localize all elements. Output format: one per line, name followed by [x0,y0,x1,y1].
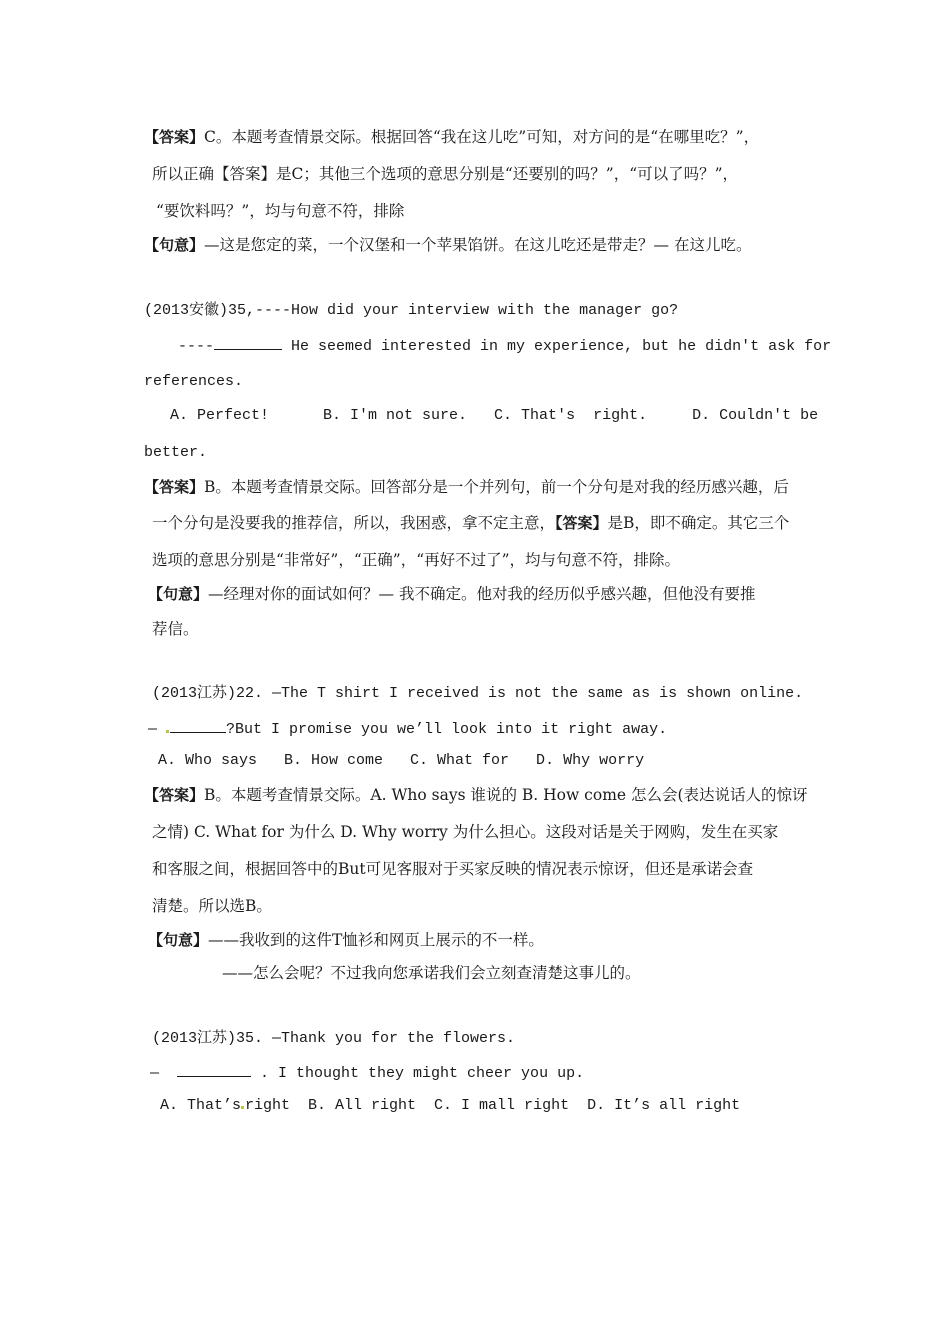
question-line: (2013安徽)35,----How did your interview with the manager go? [144,302,679,319]
options-continued: better. [144,444,208,461]
response-text: . I thought they might cheer you up. [251,1065,585,1082]
answer-line-2 [152,513,789,533]
answer-line-4: 清楚。所以选B。 [152,897,272,915]
answer-text: 一个分句是没要我的推荐信，所以，我困惑，拿不定主意， [152,514,556,532]
answer-text: B。本题考查情景交际。回答部分是一个并列句，前一个分句是对我的经历感兴趣，后 [204,478,789,496]
answer-tag: 【答案】 [144,128,205,146]
meaning-line-2: ——怎么会呢？不过我向您承诺我们会立刻查清楚这事儿的。 [222,964,641,982]
answer-line-2: 之情) C. What for 为什么 D. Why worry 为什么担心。这段对话是关于网购，发生在买家 [152,823,779,841]
meaning-text: —这是您定的菜，一个汉堡和一个苹果馅饼。在这儿吃还是带走？— 在这儿吃。 [204,236,752,254]
response-line [150,1062,584,1084]
answer-tag: 【答案】 [555,514,608,532]
response-text: He seemed interested in my experience, but he didn't ask for [282,338,832,355]
answer-blank [177,1062,251,1077]
dash: — [150,1065,178,1082]
meaning-tag: 【句意】 [144,236,205,254]
answer-text: C。本题考查情景交际。根据回答“我在这儿吃”可知，对方问的是“在哪里吃？”， [204,128,760,146]
meaning-line-1 [148,930,544,950]
dash: — [148,721,167,738]
question-line: (2013江苏)22. —The T shirt I received is not the same as is shown online. [152,685,804,702]
dash: ---- [178,338,215,355]
answer-tag: 【答案】 [144,478,205,496]
options-line: A. Perfect! B. I'm not sure. C. That's right. D. Couldn't be [170,407,819,424]
options-line [160,1096,740,1116]
response-line [148,718,667,740]
option-text: A. That’s [160,1097,242,1114]
answer-text: B。本题考查情景交际。A. Who says 谁说的 B. How come 怎么会(表达说话人的惊讶 [204,786,808,804]
answer-blank [170,718,226,733]
answer-text: 是B，即不确定。其它三个 [607,514,790,532]
meaning-line-1 [148,584,755,604]
meaning-line-1 [144,235,751,255]
response-text: ?But I promise you we’ll look into it right away. [226,721,668,738]
meaning-tag: 【句意】 [148,931,209,949]
option-text: right B. All right C. I mall right D. It’s all right [245,1097,741,1114]
meaning-text: ——我收到的这件T恤衫和网页上展示的不一样。 [208,931,544,949]
meaning-tag: 【句意】 [148,585,209,603]
answer-line-3: “要饮料吗？”，均与句意不符，排除 [156,202,405,220]
meaning-line-2: 荐信。 [152,620,199,638]
answer-line-3: 选项的意思分别是“非常好”，“正确”，“再好不过了”，均与句意不符，排除。 [152,551,681,569]
answer-line-1 [144,477,789,497]
options-line: A. Who says B. How come C. What for D. Why worry [158,752,645,769]
answer-blank [214,335,282,350]
meaning-text: —经理对你的面试如何？— 我不确定。他对我的经历似乎感兴趣，但他没有要推 [208,585,756,603]
answer-line-3: 和客服之间，根据回答中的But可见客服对于买家反映的情况表示惊讶，但还是承诺会查 [152,860,754,878]
question-line: (2013江苏)35. —Thank you for the flowers. [152,1030,516,1047]
answer-line-2: 所以正确【答案】是C；其他三个选项的意思分别是“还要别的吗？”，“可以了吗？”， [152,165,739,183]
answer-line-1 [144,127,759,147]
mark-dot [241,1106,244,1109]
response-line [178,335,831,357]
response-continued: references. [144,373,244,390]
answer-tag: 【答案】 [144,786,205,804]
answer-line-1 [144,785,808,805]
mark-dot [166,730,169,733]
